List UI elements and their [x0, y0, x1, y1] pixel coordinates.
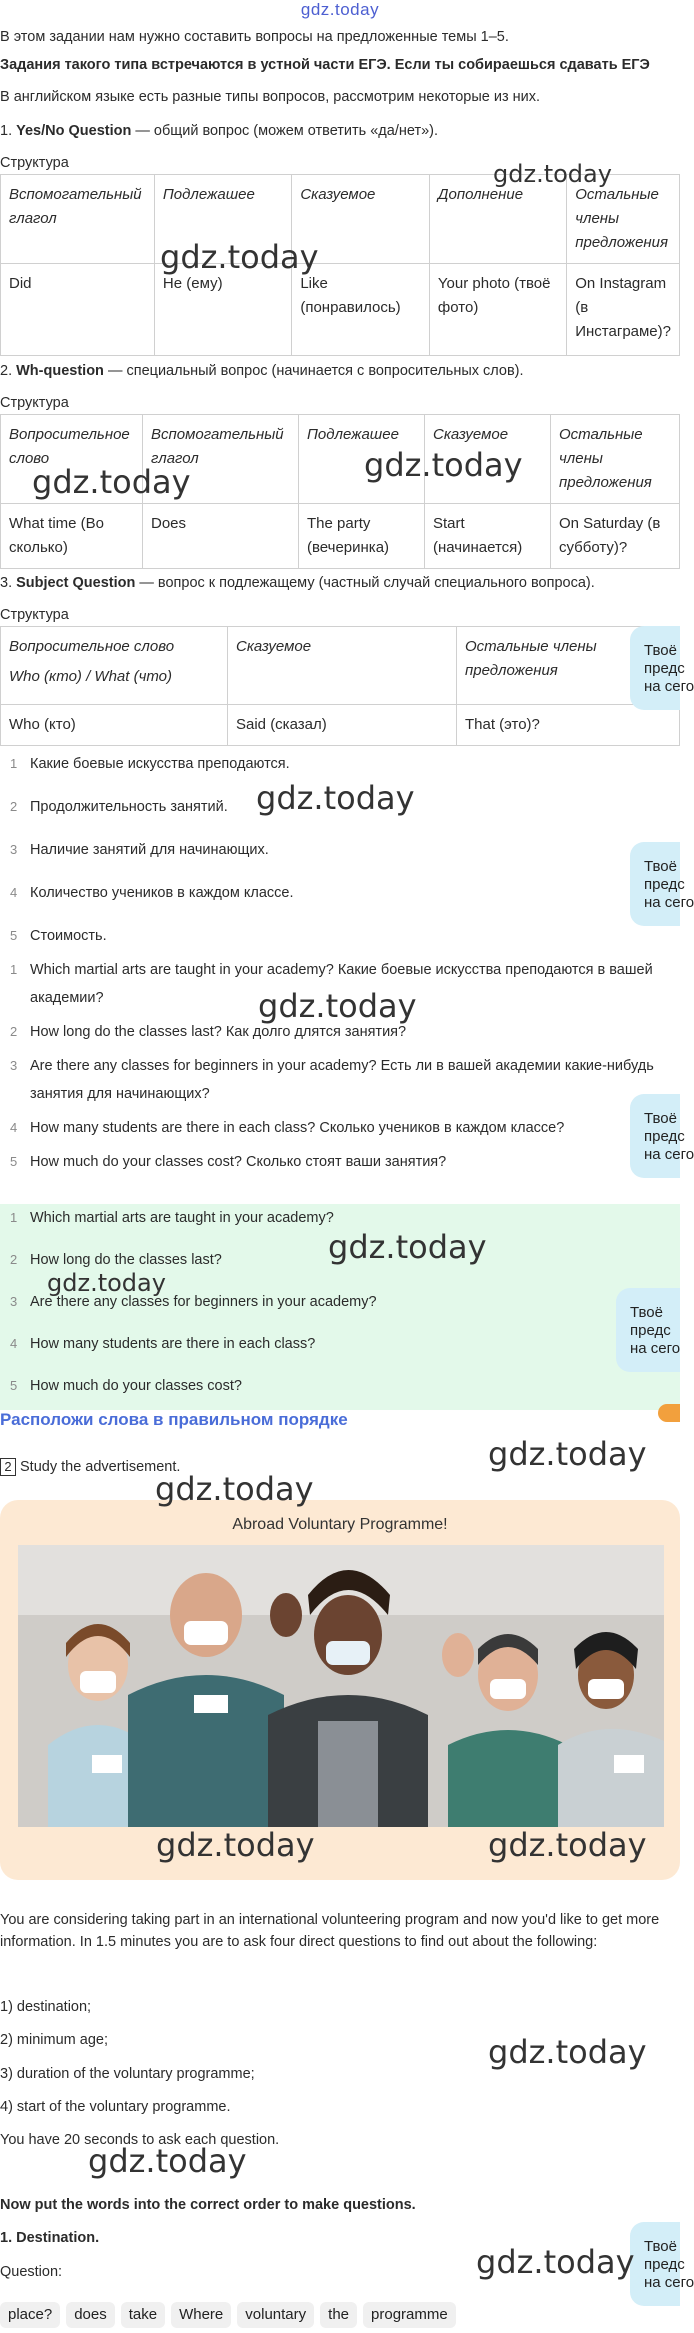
task2-seconds: You have 20 seconds to ask each question.	[0, 2132, 280, 2148]
intro-line-3: В английском языке есть разные типы вопросов, рассмотрим некоторые из них.	[0, 89, 541, 105]
table-cell: Who (кто)	[1, 705, 228, 746]
yes-no-structure-label: Структура	[0, 155, 69, 171]
wh-heading	[0, 360, 680, 382]
watermark: gdz.today	[155, 1470, 314, 1508]
table-header: Остальные члены предложения	[567, 175, 680, 264]
task2-text: You are considering taking part in an international volunteering program and now you'd like to get more information. In 1.5 minutes you are to ask four direct questions to find out about the following:	[0, 1912, 660, 1950]
table-header: Вспомогательный глагол	[1, 175, 155, 264]
wh-num: 2.	[0, 363, 13, 379]
ad-title: Abroad Voluntary Programme!	[232, 1516, 448, 1533]
watermark: gdz.today	[476, 2243, 635, 2281]
table-cell: Your photo (твоё фото)	[429, 264, 566, 356]
list-item: 4 How many students are there in each class? Сколько учеников в каждом классе?	[10, 1120, 565, 1136]
table-header: Дополнение	[429, 175, 566, 264]
table-header	[1, 627, 228, 705]
watermark: gdz.today	[156, 1826, 315, 1864]
table-header: Остальные члены предложения	[457, 627, 680, 705]
floating-button[interactable]	[658, 1404, 680, 1422]
volunteers-illustration	[18, 1545, 664, 1827]
word-chip[interactable]: take	[121, 2302, 165, 2328]
list-item: 3 Are there any classes for beginners in your academy? Есть ли в вашей академии какие-нибудь занятия для начинающих?	[10, 1058, 654, 1102]
table-cell: On Saturday (в субботу)?	[551, 504, 680, 569]
table-cell: The party (вечеринка)	[299, 504, 425, 569]
wh-structure-label: Структура	[0, 395, 69, 411]
task2-instruction-2: Now put the words into the correct order to make questions.	[0, 2197, 416, 2213]
watermark: gdz.today	[258, 987, 417, 1025]
ad-photo	[18, 1545, 664, 1827]
promo-tab[interactable]: Твоё предс на сего	[630, 1094, 680, 1178]
yes-no-num: 1.	[0, 123, 13, 139]
watermark: gdz.today	[488, 1826, 647, 1864]
question-label: Question:	[0, 2264, 63, 2280]
table-cell: Like (понравилось)	[292, 264, 430, 356]
wh-desc: — специальный вопрос (начинается с вопросительных слов).	[103, 363, 524, 379]
yes-no-table	[0, 174, 680, 356]
watermark: gdz.today	[493, 160, 612, 188]
list-item: 1 Which martial arts are taught in your academy? Какие боевые искусства преподаются в вашей академии?	[10, 962, 653, 1006]
list-item: 4 How many students are there in each class?	[10, 1336, 316, 1352]
table-header: Сказуемое	[228, 627, 457, 705]
table-header: Подлежашее	[154, 175, 291, 264]
task2-instruction: 2 Study the advertisement.	[0, 1456, 680, 1478]
watermark: gdz.today	[256, 779, 415, 817]
subject-desc: — вопрос к подлежащему (частный случай специального вопроса).	[135, 575, 595, 591]
table-cell: Does	[143, 504, 299, 569]
watermark: gdz.today	[488, 1435, 647, 1473]
intro-line-2: Задания такого типа встречаются в устной части ЕГЭ. Если ты собираешься сдавать ЕГЭ	[0, 57, 650, 73]
watermark: gdz.today	[88, 2142, 247, 2180]
table-cell: On Instagram (в Инстаграме)?	[567, 264, 680, 356]
watermark: gdz.today	[364, 446, 523, 484]
table-cell: Said (сказал)	[228, 705, 457, 746]
list-item: 3 Are there any classes for beginners in your academy?	[10, 1294, 377, 1310]
list-item: 3 Наличие занятий для начинающих.	[10, 842, 269, 858]
list-item: 4) start of the voluntary programme.	[0, 2099, 231, 2115]
list-item: 4 Количество учеников в каждом классе.	[10, 885, 294, 901]
table-cell: Start (начинается)	[425, 504, 551, 569]
list-item: 5 How much do your classes cost? Сколько стоят ваши занятия?	[10, 1154, 447, 1170]
table-cell: Не (ему)	[154, 264, 291, 356]
subject-name: Subject Question	[16, 575, 136, 591]
table-header: Вспомогательный глагол	[143, 415, 299, 504]
word-chip[interactable]: does	[66, 2302, 115, 2328]
subject-header-word: Вопросительное слово	[9, 638, 175, 655]
header-watermark: gdz.today	[300, 0, 380, 19]
table-header: Вопросительное слово	[1, 415, 143, 504]
subject-table	[0, 626, 680, 746]
list-item: 1 Which martial arts are taught in your academy?	[10, 1210, 334, 1226]
task-number: 2	[0, 1458, 16, 1476]
list-item: 5 Стоимость.	[10, 928, 107, 944]
yes-no-name: Yes/No Question	[16, 123, 132, 139]
section-title: Расположи слова в правильном порядке	[0, 1410, 348, 1429]
list-item: 1) destination;	[0, 1999, 92, 2015]
table-header: Сказуемое	[425, 415, 551, 504]
yes-no-desc: — общий вопрос (можем ответить «да/нет»).	[131, 123, 439, 139]
promo-tab[interactable]: Твоё предс на сего	[630, 2222, 680, 2306]
watermark: gdz.today	[32, 463, 191, 501]
word-chip[interactable]: the	[320, 2302, 357, 2328]
promo-tab[interactable]: Твоё предс на сего	[616, 1288, 680, 1372]
wh-name: Wh-question	[16, 363, 104, 379]
word-chips	[0, 2302, 680, 2328]
word-chip[interactable]: voluntary	[237, 2302, 314, 2328]
watermark: gdz.today	[328, 1228, 487, 1266]
yes-no-heading	[0, 120, 680, 142]
promo-tab[interactable]: Твоё предс на сего	[630, 842, 680, 926]
subject-num: 3.	[0, 575, 13, 591]
watermark: gdz.today	[160, 238, 319, 276]
table-cell: Did	[1, 264, 155, 356]
subject-heading	[0, 572, 680, 594]
list-item: 2 How long do the classes last?	[10, 1252, 222, 1268]
sub-heading: 1. Destination.	[0, 2230, 100, 2246]
list-item: 2) minimum age;	[0, 2032, 108, 2048]
promo-tab[interactable]: Твоё предс на сего	[630, 626, 680, 710]
table-cell: That (это)?	[457, 705, 680, 746]
intro-line-1: В этом задании нам нужно составить вопросы на предложенные темы 1–5.	[0, 29, 509, 45]
watermark: gdz.today	[488, 2033, 647, 2071]
table-cell: What time (Во сколько)	[1, 504, 143, 569]
list-item: 1 Какие боевые искусства преподаются.	[10, 756, 290, 772]
subject-structure-label: Структура	[0, 607, 69, 623]
table-header: Остальные члены предложения	[551, 415, 680, 504]
table-header: Сказуемое	[292, 175, 430, 264]
list-item: 5 How much do your classes cost?	[10, 1378, 242, 1394]
word-chip[interactable]: Where	[171, 2302, 231, 2328]
list-item: 3) duration of the voluntary programme;	[0, 2066, 255, 2082]
list-item: 2 Продолжительность занятий.	[10, 799, 228, 815]
list-item: 2 How long do the classes last? Как долго длятся занятия?	[10, 1024, 407, 1040]
word-chip[interactable]: place?	[0, 2302, 60, 2328]
word-chip[interactable]: programme	[363, 2302, 456, 2328]
watermark: gdz.today	[47, 1269, 166, 1297]
subject-header-examples: Who (кто) / What (что)	[9, 668, 173, 685]
table-header: Подлежашее	[299, 415, 425, 504]
